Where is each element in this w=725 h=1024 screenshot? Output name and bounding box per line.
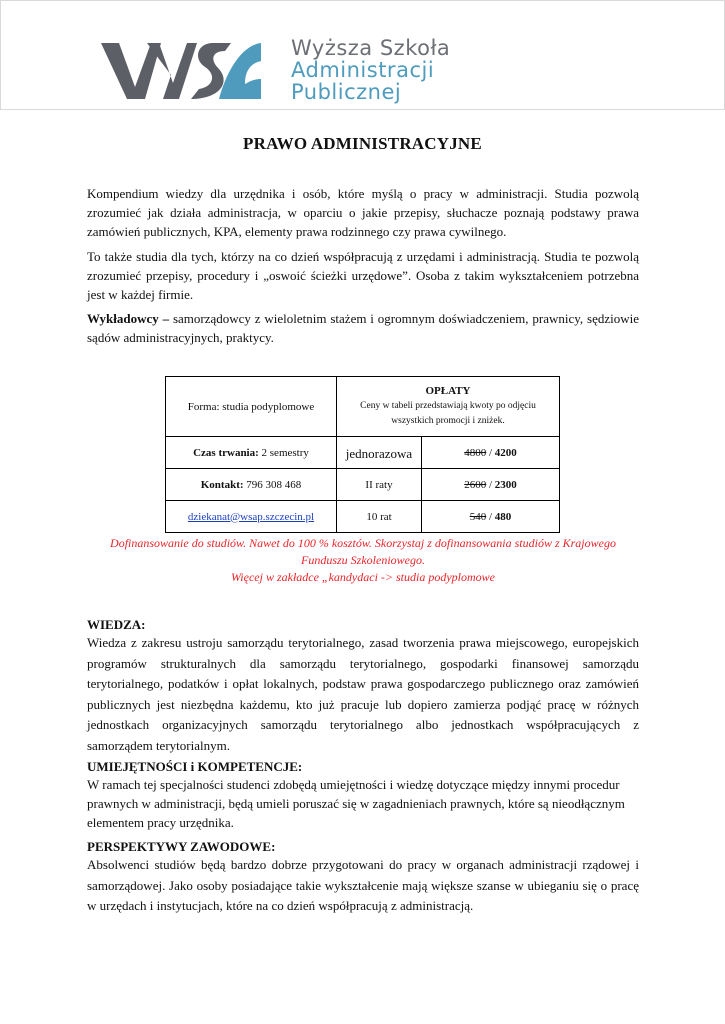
duration-cell [166,437,337,469]
table-row [166,377,560,437]
funding-line-2: Więcej w zakładce „kandydaci -> studia podyplomowe [230,570,496,584]
price-cell [422,437,560,469]
fees-note: Ceny w tabeli przedstawiają kwoty po odjęciu wszystkich promocji i zniżek. [360,400,536,426]
logo-line-2: Administracji [291,58,435,82]
page-title: PRAWO ADMINISTRACYJNE [243,134,482,153]
skills-heading: UMIEJĘTNOŚCI i KOMPETENCJE: [87,759,303,774]
logo-line-1: Wyższa Szkoła [291,36,451,60]
old-price: 4800 [464,446,487,459]
logo-wordmark [291,37,450,103]
header-banner [0,0,725,110]
price-separator: / [486,446,495,459]
payment-plan-cell [337,437,422,469]
table-row [166,437,560,469]
new-price: 4200 [494,446,517,459]
lecturers-label: Wykładowcy – [87,311,170,326]
old-price: 2600 [464,478,487,491]
table-row [166,501,560,533]
funding-notice [87,535,639,586]
wiedza-text: Wiedza z zakresu ustroju samorządu terytorialnego, zasad tworzenia prawa miejscowego, europejskich programów strukturalnych dla samorządu terytorialnego, gospodarki finansowej samorządu terytorialnego, podatków i opłat lokalnych, podstaw prawa gospodarczego publicznego oraz zamówień publicznych jest niezbędna każdemu, kto już pracuje lub dopiero zamierza podjąć pracę w różnych jednostkach organizacyjnych samorządu terytorialnego albo jednostkach współpracujących z samorządem terytorialnym. [87,635,639,753]
career-text: Absolwenci studiów będą bardzo dobrze przygotowani do pracy w organach administracji rządowej i samorządowej. Jako osoby posiadające takie wykształcenie mają większe szanse w ubieganiu się o pracę w urzędach i instytucjach, które na co dzień współpracują z administracją. [87,857,639,913]
price-cell [422,501,560,533]
contact-cell [166,469,337,501]
funding-line-1: Dofinansowanie do studiów. Nawet do 100 % kosztów. Skorzystaj z dofinansowania studiów z Krajowego Funduszu Szkoleniowego. [110,536,616,567]
payment-plan-cell: 10 rat [337,501,422,533]
email-link[interactable]: dziekanat@wsap.szczecin.pl [187,510,315,523]
lecturers-paragraph [87,309,639,347]
contact-label: Kontakt: [200,478,244,491]
intro-paragraph-2: To także studia dla tych, którzy na co dzień współpracują z urzędami i administracją. Studia te pozwolą zrozumieć przepisy, procedury i „oswoić ścieżki urzędowe”. Osoba z takim wykształceniem potrzebna jest w każdej firmie. [87,249,639,302]
duration-label: Czas trwania: [193,446,259,459]
wiedza-heading: WIEDZA: [87,617,146,632]
new-price: 480 [494,510,512,523]
career-heading: PERSPEKTYWY ZAWODOWE: [87,839,276,854]
logo-line-3: Publicznej [291,80,402,104]
fees-table [165,376,560,533]
study-form-cell: Forma: studia podyplomowe [166,377,337,437]
wsap-logo-icon [101,39,261,103]
skills-text: W ramach tej specjalności studenci zdobędą umiejętności i wiedzę dotyczące między innymi procedur prawnych w administracji, będą umieli poruszać się w zagadnieniach prawnych, które są nieodłącznym elementem pracy urzędnika. [87,777,625,830]
new-price: 2300 [494,478,517,491]
payment-plan-cell: II raty [337,469,422,501]
contact-phone: 796 308 468 [243,478,302,491]
email-cell [166,501,337,533]
old-price: 540 [469,510,487,523]
intro-paragraph-1: Kompendium wiedzy dla urzędnika i osób, które myślą o pracy w administracji. Studia pozwolą zrozumieć jak działa administracja, w oparciu o jakie przepisy, słuchacze poznają podstawy prawa zamówień publicznych, KPA, elementy prawa rodzinnego czy prawa cywilnego. [87,186,639,239]
fees-header-cell [337,377,560,437]
table-row [166,469,560,501]
price-separator: / [486,510,495,523]
duration-value: 2 semestry [258,446,309,459]
fees-header: OPŁATY [425,384,471,397]
lecturers-text: samorządowcy z wieloletnim stażem i ogromnym doświadczeniem, prawnicy, sędziowie sądów administracyjnych, praktycy. [87,311,640,345]
payment-plan-label: jednorazowa [345,445,413,461]
price-cell [422,469,560,501]
price-separator: / [486,478,495,491]
